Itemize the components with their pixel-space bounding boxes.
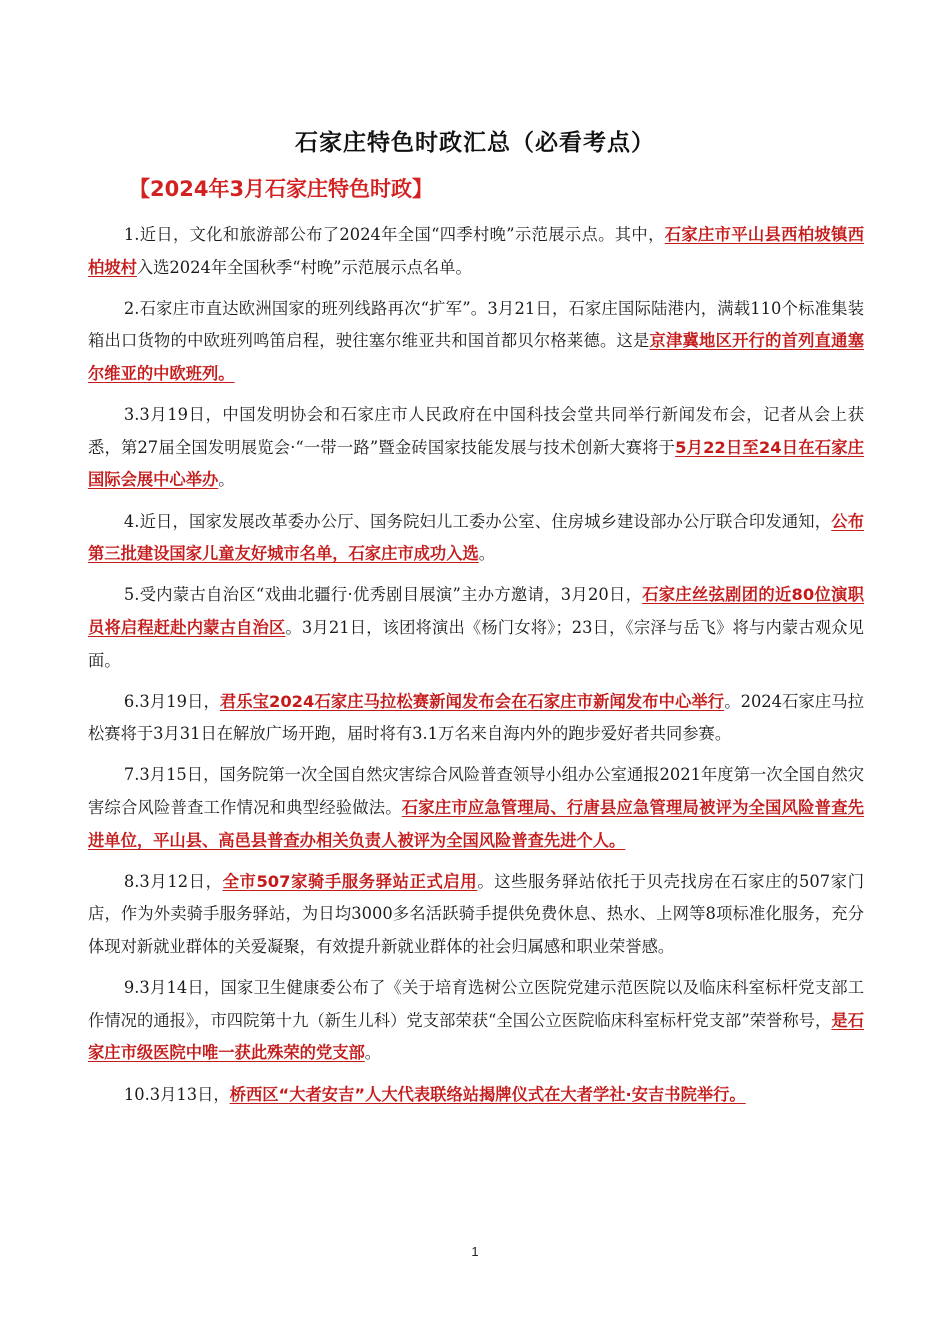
news-item [88, 579, 864, 677]
highlight-text: 桥西区“大者安吉”人大代表联络站揭牌仪式在大者学社·安吉书院举行。 [229, 1084, 746, 1104]
highlight-text: 是石家庄市级医院中唯一获此殊荣的党支部 [88, 1010, 864, 1063]
section-heading: 【2024年3月石家庄特色时政】 [129, 177, 434, 201]
news-item [88, 686, 864, 751]
body-text: 8.3月12日， [123, 871, 223, 891]
body-text: 。2024石家庄马拉松赛将于3月31日在解放广场开跑，届时将有3.1万名来自海内外的跑步爱好者共同参赛。 [88, 691, 864, 744]
highlight-text: 石家庄市应急管理局、行唐县应急管理局被评为全国风险普查先进单位，平山县、高邑县普查办相关负责人被评为全国风险普查先进个人。 [88, 798, 864, 850]
highlight-text: 京津冀地区开行的首列直通塞尔维亚的中欧班列。 [88, 331, 864, 383]
highlight-text: 石家庄丝弦剧团的近80位演职员将启程赶赴内蒙古自治区 [88, 585, 864, 637]
body-text: 3.3月19日，中国发明协会和石家庄市人民政府在中国科技会堂共同举行新闻发布会，记者从会上获悉，第27届全国发明展览会·“一带一路”暨金砖国家技能发展与技术创新大赛将于 [88, 405, 864, 457]
news-item [88, 293, 864, 391]
body-text: 10.3月13日， [123, 1084, 230, 1104]
news-item [88, 866, 864, 964]
highlight-text: 公布第三批建设国家儿童友好城市名单，石家庄市成功入选 [88, 511, 864, 564]
body-text: 9.3月14日，国家卫生健康委公布了《关于培育选树公立医院党建示范医院以及临床科室标杆党支部工作情况的通报》，市四院第十九（新生儿科）党支部荣获“全国公立医院临床科室标杆党支部”荣誉称号， [88, 978, 864, 1030]
highlight-text: 全市507家骑手服务驿站正式启用 [222, 871, 478, 891]
body-text: 7.3月15日，国务院第一次全国自然灾害综合风险普查领导小组办公室通报2021年度第一次全国自然灾害综合风险普查工作情况和典型经验做法。 [88, 765, 864, 818]
body-text: 入选2024年全国秋季“村晚”示范展示点名单。 [136, 257, 472, 277]
body-text: 。这些服务驿站依托于贝壳找房在石家庄的507家门店，作为外卖骑手服务驿站，为日均3000多名活跃骑手提供免费休息、热水、上网等8项标准化服务，充分体现对新就业群体的关爱凝聚，有效提升新就业群体的社会归属感和职业荣誉感。 [88, 871, 864, 957]
body-text: 。 [478, 544, 496, 564]
body-text: 6.3月19日， [123, 691, 220, 711]
body-text: 。 [364, 1043, 382, 1063]
body-text: 。3月21日，该团将演出《杨门女将》；23日，《宗泽与岳飞》将与内蒙古观众见面。 [88, 617, 864, 670]
body-text: 。 [218, 470, 235, 490]
body-text: 4.近日，国家发展改革委办公厅、国务院妇儿工委办公室、住房城乡建设部办公厅联合印发通知， [123, 511, 832, 531]
page-title: 石家庄特色时政汇总（必看考点） [295, 130, 655, 156]
news-item [88, 759, 864, 857]
news-item [88, 219, 864, 284]
news-item [88, 1079, 864, 1112]
news-item [88, 506, 864, 571]
highlight-text: 5月22日至24日在石家庄国际会展中心举办 [88, 437, 864, 490]
body-text: 5.受内蒙古自治区“戏曲北疆行·优秀剧目展演”主办方邀请，3月20日， [123, 585, 643, 605]
news-item [88, 972, 864, 1070]
body-text: 1.近日，文化和旅游部公布了2024年全国“四季村晚”示范展示点。其中， [123, 225, 665, 244]
body-text: 2.石家庄市直达欧洲国家的班列线路再次“扩军”。3月21日，石家庄国际陆港内，满载110个标准集装箱出口货物的中欧班列鸣笛启程，驶往塞尔维亚共和国首都贝尔格莱德。这是 [88, 298, 864, 351]
news-item [88, 399, 864, 497]
highlight-text: 君乐宝2024石家庄马拉松赛新闻发布会在石家庄市新闻发布中心举行 [219, 691, 725, 711]
highlight-text: 石家庄市平山县西柏坡镇西柏坡村 [88, 225, 864, 277]
article-body [88, 219, 864, 1120]
page-number: 1 [471, 1244, 479, 1259]
